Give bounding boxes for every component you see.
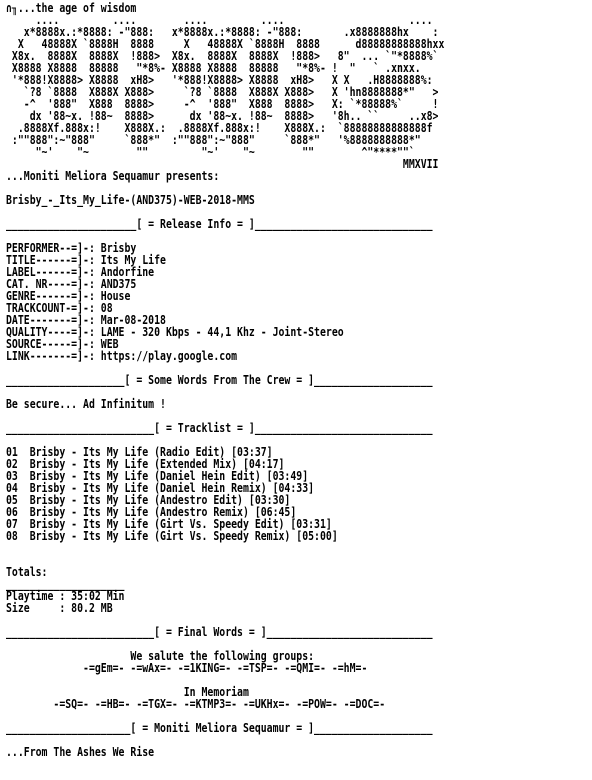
nfo-line: TITLE------=]-: Its My Life [6,253,166,267]
nfo-line: -=SQ=- -=HB=- -=TGX=- -=KTMP3=- -=UKHx=- -=POW=- -=DOC=- [6,697,386,711]
nfo-line: 07 Brisby - Its My Life (Girt Vs. Speedy Edit) [03:31] [6,517,332,531]
nfo-line: Size : 80.2 MB [6,601,113,615]
nfo-line: PERFORMER--=]-: Brisby [6,241,137,255]
nfo-line: .... .... .... .... .... [6,13,433,27]
nfo-line: 03 Brisby - Its My Life (Daniel Hein Edit) [03:49] [6,469,309,483]
nfo-line: X8x. 8888X 8888X !888> X8x. 8888X 8888X !888> 8" ... `"*8888%` [6,49,439,63]
nfo-line: 04 Brisby - Its My Life (Daniel Hein Remix) [04:33] [6,481,315,495]
nfo-line: "~' "~ "" "~' "~ "" ^"****""` [6,145,415,159]
nfo-line: Be secure... Ad Infinitum ! [6,397,166,411]
nfo-line: Playtime : 35:02 Min [6,589,125,603]
nfo-line: LABEL------=]-: Andorfine [6,265,155,279]
nfo-line [6,542,485,554]
nfo-line: Totals: [6,565,48,579]
nfo-line: _____________________[ = Moniti Meliora Sequamur = ]____________________ [6,721,433,735]
nfo-line: QUALITY----=]-: LAME - 320 Kbps - 44,1 Khz - Joint-Stereo [6,325,344,339]
nfo-line: ____________________[ = Some Words From The Crew = ]____________________ [6,373,433,387]
nfo-line: X 48888X `8888H 8888 X 48888X `8888H 8888 d88888888888hxx [6,37,445,51]
nfo-text-document [6,2,485,778]
nfo-line: In Memoriam [6,685,249,699]
nfo-line: GENRE------=]-: House [6,289,131,303]
nfo-line: ∩╖...the age of wisdom [6,2,137,15]
nfo-line: MMXVII [6,157,439,171]
nfo-line: _________________________[ = Tracklist = ]______________________________ [6,421,433,435]
nfo-line: DATE-------=]-: Mar-08-2018 [6,313,166,327]
nfo-line: ____________________ [6,577,125,591]
nfo-line: '*888!X8888> X8888 xH8> '*888!X8888> X8888 xH8> X X .H8888888%: [6,73,433,87]
nfo-line: ...Moniti Meliora Sequamur presents: [6,169,220,183]
nfo-line: :""888":~"888" `888*" :""888":~"888" `888*" '%8888888888*" [6,133,421,147]
nfo-line: 06 Brisby - Its My Life (Andestro Remix) [06:45] [6,505,297,519]
nfo-line: dx '88~x. !88~ 8888> dx '88~x. !88~ 8888> '8h.. `` ..x8> [6,109,439,123]
nfo-line: _________________________[ = Final Words = ]____________________________ [6,625,433,639]
nfo-line: 08 Brisby - Its My Life (Girt Vs. Speedy Remix) [05:00] [6,529,338,543]
nfo-line: x*8888x.:*8888: -"888: x*8888x.:*8888: -"888: .x8888888hx : [6,25,439,39]
nfo-line: TRACKCOUNT-=]-: 08 [6,301,113,315]
nfo-line: CAT. NR----=]-: AND375 [6,277,137,291]
nfo-line: 02 Brisby - Its My Life (Extended Mix) [04:17] [6,457,285,471]
nfo-line: ______________________[ = Release Info = ]______________________________ [6,217,433,231]
nfo-line: X8888 X8888 88888 "*8%- X8888 X8888 88888 "*8%- ! " ` .xnxx. [6,61,421,75]
nfo-line: Brisby_-_Its_My_Life-(AND375)-WEB-2018-MMS [6,193,255,207]
nfo-line: -^ '888" X888 8888> -^ '888" X888 8888> X: `*88888%` ! [6,97,439,111]
nfo-line [6,554,485,566]
nfo-line: 05 Brisby - Its My Life (Andestro Edit) [03:30] [6,493,291,507]
nfo-line: 01 Brisby - Its My Life (Radio Edit) [03:37] [6,445,273,459]
nfo-line: -=gEm=- -=wAx=- -=1KING=- -=TSP=- -=QMI=- -=hM=- [6,661,368,675]
nfo-line: We salute the following groups: [6,649,315,663]
nfo-line: LINK-------=]-: https://play.google.com [6,349,238,363]
nfo-line: .8888Xf.888x:! X888X.: .8888Xf.888x:! X888X.: `88888888888888f [6,121,433,135]
nfo-line: ...From The Ashes We Rise [6,745,155,759]
nfo-line: SOURCE-----=]-: WEB [6,337,119,351]
nfo-line: `?8 `8888 X888X X888> `?8 `8888 X888X X888> X 'hn8888888*" > [6,85,439,99]
